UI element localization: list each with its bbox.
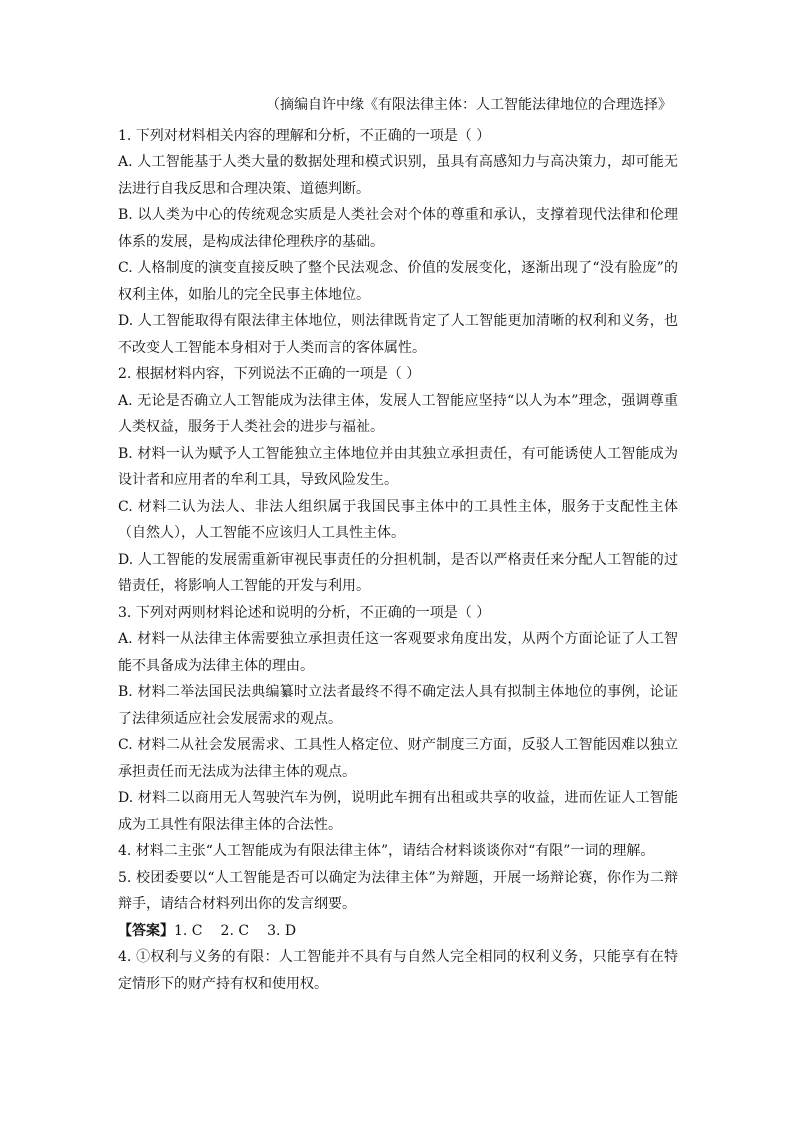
question-1-option-a: A. 人工智能基于人类大量的数据处理和模式识别，虽具有高感知力与高决策力，却可能无法进行自我反思和合理决策、道德判断。 [118,154,678,197]
answer-2: 2. C [220,922,250,939]
question-3-option-a: A. 材料一从法律主体需要独立承担责任这一客观要求角度出发，从两个方面论证了人工智能不具备成为法律主体的理由。 [118,631,678,674]
answer-line [118,918,678,945]
question-1-option-b: B. 以人类为中心的传统观念实质是人类社会对个体的尊重和承认，支撑着现代法律和伦理体系的发展，是构成法律伦理秩序的基础。 [118,207,678,250]
answer-1: 1. C [174,922,203,939]
source-citation: （摘编自许中缘《有限法律主体：人工智能法律地位的合理选择》 [266,97,672,113]
answer-3: 3. D [267,922,297,939]
question-5-stem: 5. 校团委要以“人工智能是否可以确定为法律主体”为辩题，开展一场辩论赛，你作为二辩辩手，请结合材料列出你的发言纲要。 [118,869,678,912]
question-2-stem: 2. 根据材料内容，下列说法不正确的一项是（ ） [118,366,421,382]
question-2-option-a: A. 无论是否确立人工智能成为法律主体，发展人工智能应坚持“以人为本”理念，强调尊重人类权益，服务于人类社会的进步与福祉。 [118,392,678,435]
answer-4: 4. ①权利与义务的有限：人工智能并不具有与自然人完全相同的权利义务，只能享有在特定情形下的财产持有权和使用权。 [118,949,678,992]
question-2-option-d: D. 人工智能的发展需重新审视民事责任的分担机制，是否以严格责任来分配人工智能的过错责任，将影响人工智能的开发与利用。 [118,551,678,594]
document-page [118,92,678,997]
question-2-option-c: C. 材料二认为法人、非法人组织属于我国民事主体中的工具性主体，服务于支配性主体（自然人），人工智能不应该归人工具性主体。 [118,498,678,541]
question-3-option-d: D. 材料二以商用无人驾驶汽车为例，说明此车拥有出租或共享的收益，进而佐证人工智能成为工具性有限法律主体的合法性。 [118,790,678,833]
question-1-option-d: D. 人工智能取得有限法律主体地位，则法律既肯定了人工智能更加清晰的权利和义务，也不改变人工智能本身相对于人类而言的客体属性。 [118,313,678,356]
question-3-option-c: C. 材料二从社会发展需求、工具性人格定位、财产制度三方面，反驳人工智能因难以独立承担责任而无法成为法律主体的观点。 [118,737,678,780]
question-3-stem: 3. 下列对两则材料论述和说明的分析，不正确的一项是（ ） [118,604,491,621]
question-3-option-b: B. 材料二举法国民法典编纂时立法者最终不得不确定法人具有拟制主体地位的事例，论证了法律须适应社会发展需求的观点。 [118,684,678,727]
question-4-stem: 4. 材料二主张“人工智能成为有限法律主体”，请结合材料谈谈你对“有限”一词的理解。 [118,843,655,859]
question-2-option-b: B. 材料一认为赋予人工智能独立主体地位并由其独立承担责任，有可能诱使人工智能成为设计者和应用者的牟利工具，导致风险发生。 [118,445,678,488]
question-1-option-c: C. 人格制度的演变直接反映了整个民法观念、价值的发展变化，逐渐出现了“没有脸庞”的权利主体，如胎儿的完全民事主体地位。 [118,260,678,303]
answer-tag: 【答案】 [118,922,174,939]
question-1-stem: 1. 下列对材料相关内容的理解和分析，不正确的一项是（ ） [118,127,491,144]
